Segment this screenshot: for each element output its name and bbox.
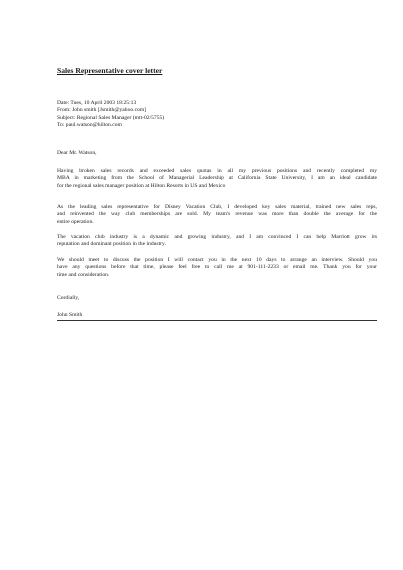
paragraph-line: Having broken sales records and exceeded sales quotas in all my previous positions and recently completed my <box>57 168 377 174</box>
signature-name: John Smith <box>57 312 83 318</box>
paragraph-line: for the regional sales manager position at Hilton Resorts in US and Mexico <box>57 182 226 189</box>
paragraph-contact <box>57 257 377 279</box>
paragraph-industry <box>57 234 377 249</box>
from-line: From: John smith [Jsmith@yahoo.com] <box>57 107 147 114</box>
salutation: Dear Mr. Watson, <box>57 150 97 156</box>
paragraph-line: As the leading sales representative for Disney Vacation Club, I developed key sales material, trained new sales reps, <box>57 204 377 210</box>
paragraph-records <box>57 168 377 190</box>
date-line: Date: Tues, 10 April 2003 18:25:13 <box>57 100 137 106</box>
to-line: To: paul.watson@hilton.com <box>57 121 122 128</box>
subject-line: Subject: Regional Sales Manager (mtt-02/5755) <box>57 114 165 121</box>
paragraph-line: entire operation. <box>57 218 94 225</box>
email-header <box>57 100 377 129</box>
paragraph-line: and reinvented the way club memberships are sold. My team's revenue was more than double the average for the <box>57 211 377 218</box>
signature-rule <box>57 320 377 321</box>
paragraph-line: We should meet to discuss the position I will contact you in the next 10 days to arrange an interview. Should you <box>57 257 377 263</box>
paragraph-experience <box>57 204 377 226</box>
paragraph-line: MBA in marketing from the School of Managerial Leadership at California State University, I am an ideal candidate <box>57 175 377 182</box>
paragraph-line: have any questions before that time, please feel free to call me at 901-111-2233 or email me. Thank you for your <box>57 264 377 271</box>
paragraph-line: The vacation club industry is a dynamic and growing industry, and I am convinced I can help Marriott grow its <box>57 234 377 240</box>
paragraph-line: reputation and dominant position in the industry. <box>57 241 166 248</box>
letter-title: Sales Representative cover letter <box>57 66 163 75</box>
closing: Cordially, <box>57 295 80 301</box>
paragraph-line: time and consideration. <box>57 271 110 278</box>
